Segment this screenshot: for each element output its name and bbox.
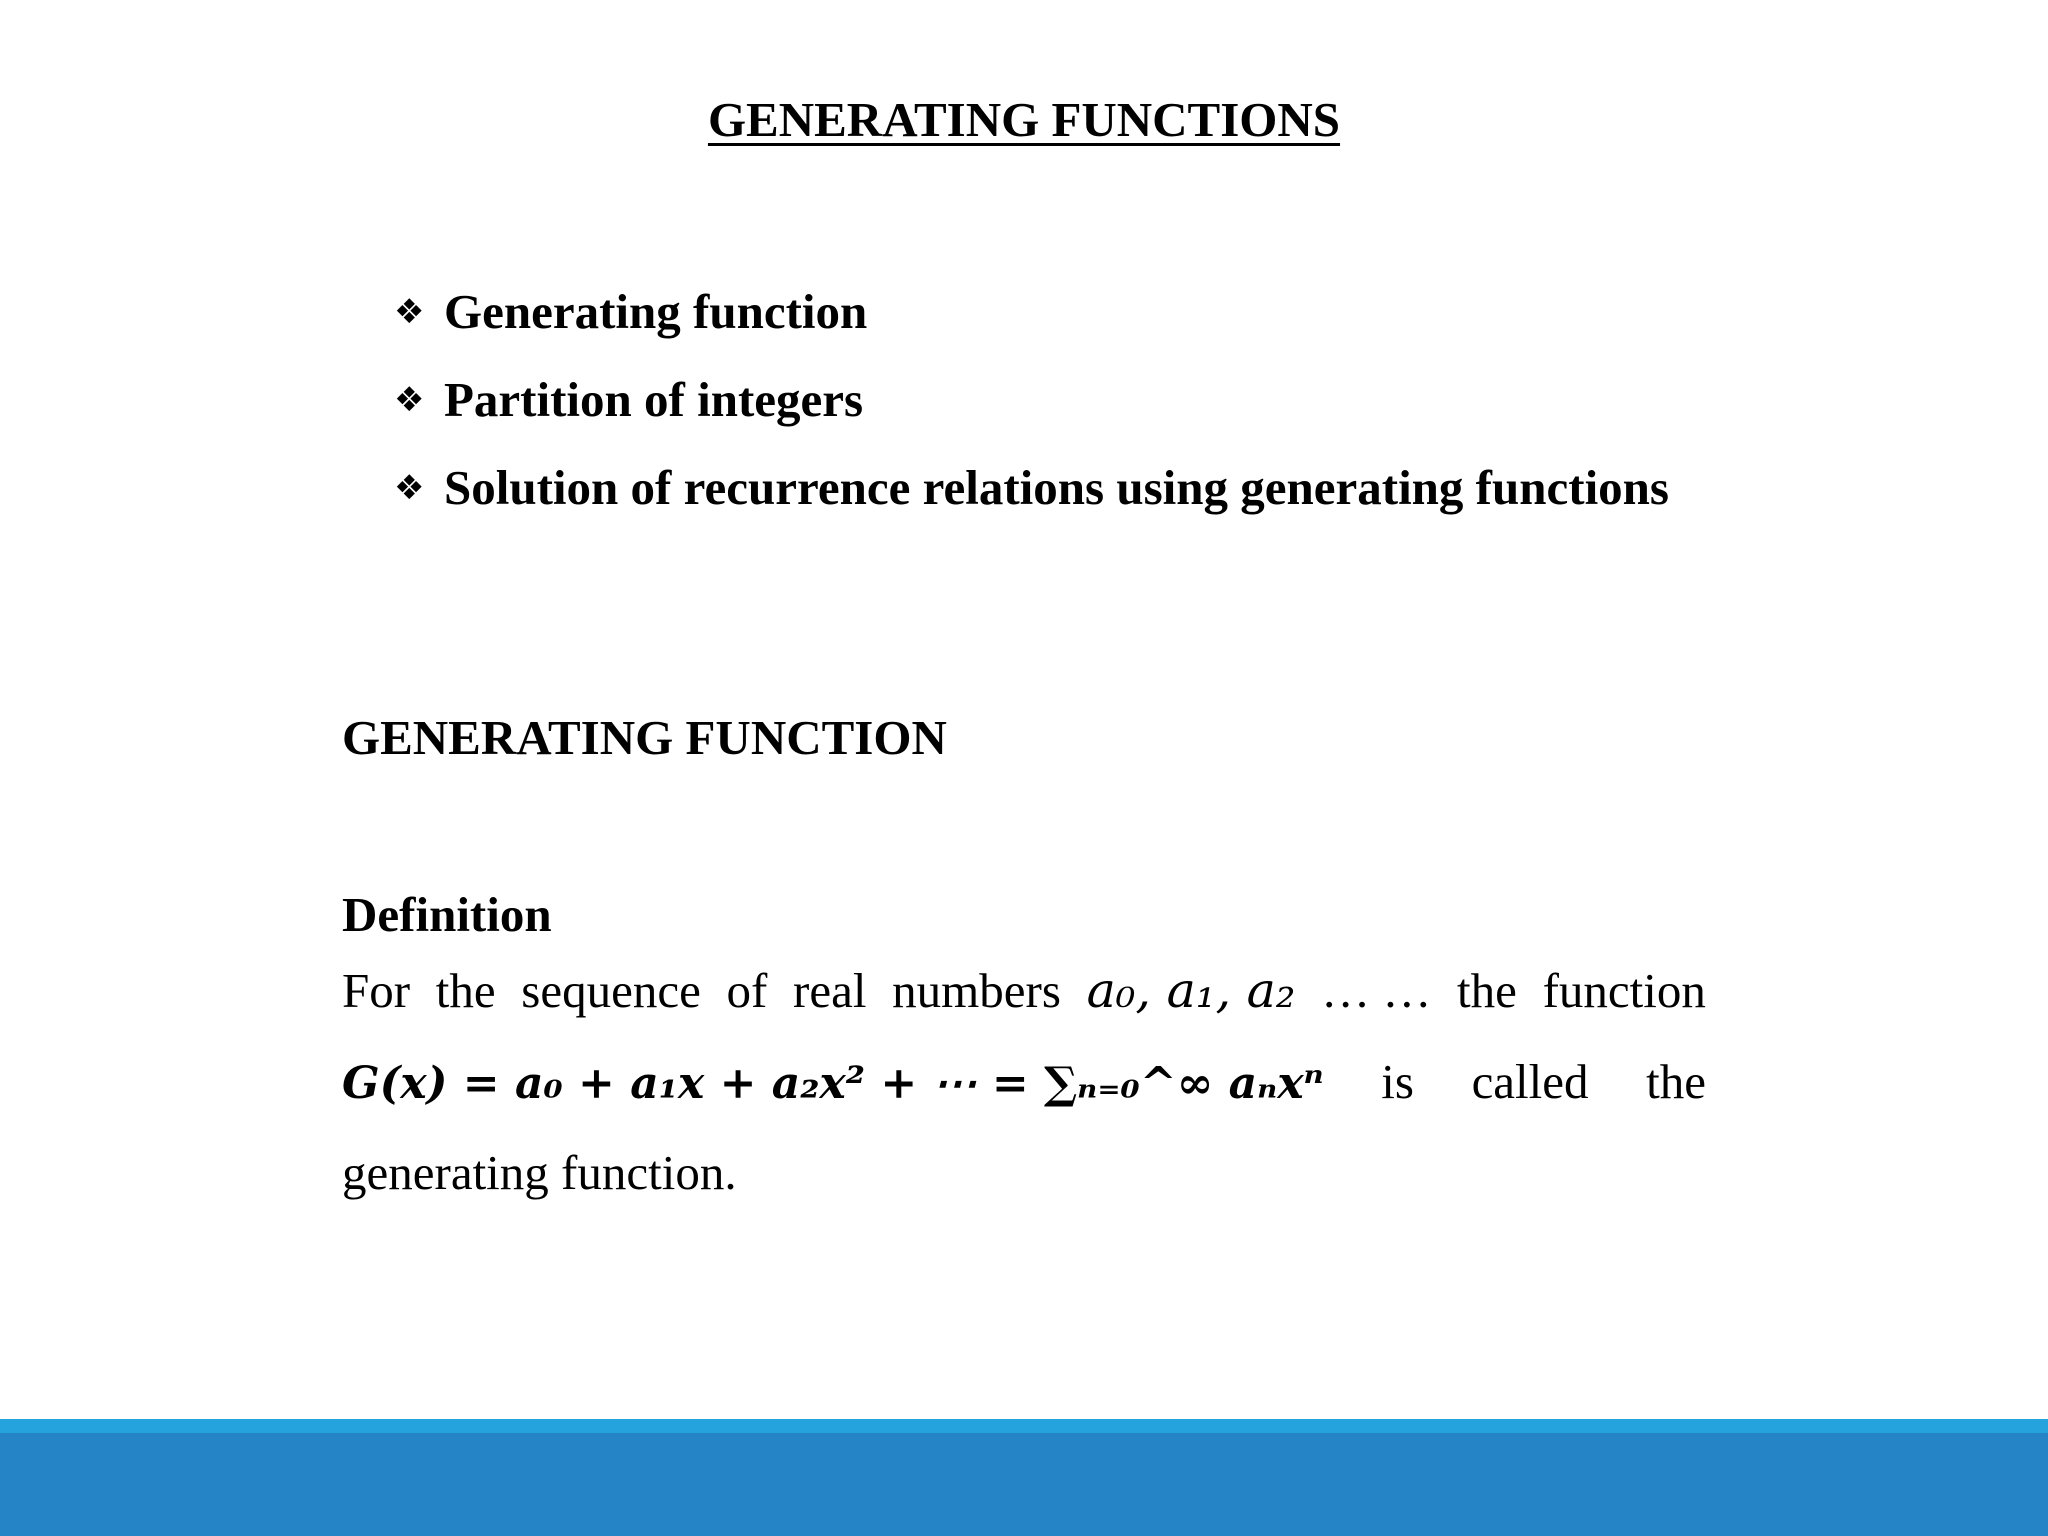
definition-line-1	[342, 962, 1706, 1053]
definition-word: is	[1381, 1054, 1414, 1109]
definition-line-3	[342, 1144, 1706, 1235]
definition-word: real	[793, 963, 867, 1018]
footer-stripe	[0, 1419, 2048, 1433]
definition-conclusion: generating function.	[342, 1145, 737, 1200]
topic-item	[394, 268, 1706, 356]
ellipsis: … …	[1321, 963, 1432, 1018]
topic-item	[394, 356, 1706, 444]
topic-item-label: Generating function	[444, 284, 868, 339]
definition-word: function	[1542, 963, 1706, 1018]
definition-word: numbers	[892, 963, 1061, 1018]
footer-band	[0, 1419, 2048, 1536]
definition-body	[342, 962, 1706, 1235]
definition-word: the	[1646, 1054, 1706, 1109]
definition-heading: Definition	[342, 887, 552, 942]
diamond-bullet-icon: ❖	[394, 468, 425, 508]
definition-word: of	[726, 963, 768, 1018]
definition-word: the	[1457, 963, 1517, 1018]
definition-word: For	[342, 963, 411, 1018]
definition-word: sequence	[521, 963, 701, 1018]
definition-word: the	[435, 963, 496, 1018]
definition-word: called	[1471, 1054, 1589, 1109]
topic-item	[394, 444, 1706, 532]
generating-function-formula: G(x) = a₀ + a₁x + a₂x² + ⋯ = ∑ₙ₌₀^∞ aₙxⁿ	[342, 1058, 1324, 1109]
page-title	[0, 88, 2048, 152]
topic-list	[394, 268, 1706, 532]
page-title-text: GENERATING FUNCTIONS	[707, 92, 1341, 147]
topic-item-label: Partition of integers	[444, 372, 864, 427]
topic-item-label: Solution of recurrence relations using generating functions	[444, 460, 1669, 515]
diamond-bullet-icon: ❖	[394, 292, 425, 332]
section-heading: GENERATING FUNCTION	[342, 710, 947, 765]
sequence-math: a₀, a₁, a₂	[1086, 962, 1296, 1019]
definition-line-2	[342, 1053, 1706, 1144]
diamond-bullet-icon: ❖	[394, 380, 425, 420]
